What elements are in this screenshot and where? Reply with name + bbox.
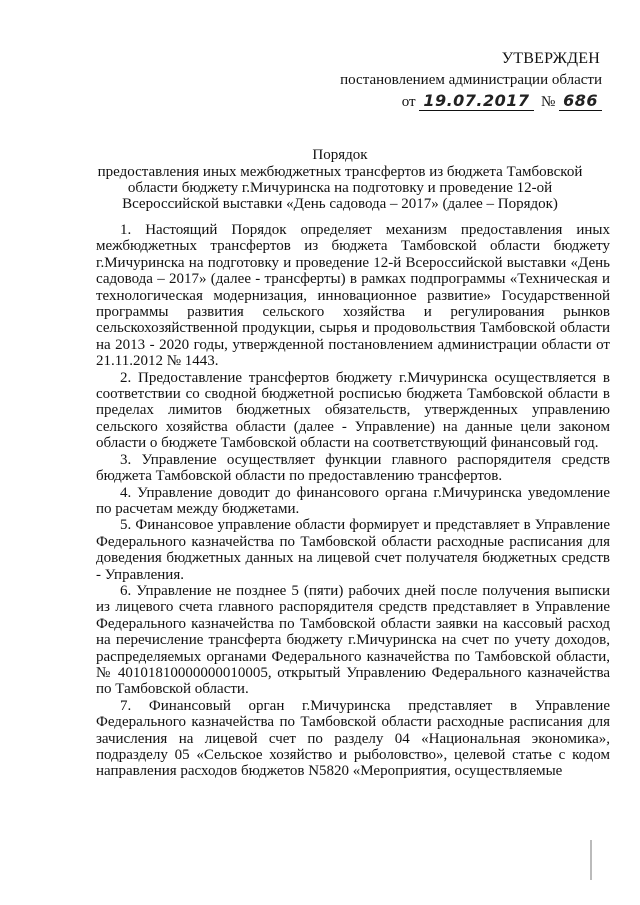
approval-title: УТВЕРЖДЕН <box>501 50 600 67</box>
paragraph-5: 5. Финансовое управление области формирует и представляет в Управление Федерального казначейства по Тамбовской области расходные расписания для доведения бюджетных данных на лицевой счет получателя бюджетных средств - Управления. <box>96 517 610 583</box>
paragraph-7: 7. Финансовый орган г.Мичуринска представляет в Управление Федерального казначейства по Тамбовской области расходные расписания для зачисления на лицевой счет по разделу 04 «Национальная экономика», подразделу 05 «Сельское хозяйство и рыболовство», целевой статье с кодом направления расходов бюджетов N5820 «Мероприятия, осуществляемые <box>96 697 610 780</box>
approval-number-handwritten: 686 <box>559 92 602 111</box>
paragraph-6: 6. Управление не позднее 5 (пяти) рабочих дней после получения выписки из лицевого счета главного распорядителя средств представляет в Управление Федерального казначейства по Тамбовской области заявки на кассовый расход на перечисление трансферта бюджету г.Мичуринска на счет по учету доходов, распределяемых органами Федерального казначейства по Тамбовской области, № 40101810000000010005, открытый Управлению Федерального казначейства по Тамбовской области. <box>96 582 610 698</box>
paragraph-3: 3. Управление осуществляет функции главного распорядителя средств бюджета Тамбовской области по предоставлению трансфертов. <box>96 451 610 485</box>
paragraph-4: 4. Управление доводит до финансового органа г.Мичуринска уведомление по расчетам между бюджетами. <box>96 484 610 517</box>
approval-date-line <box>322 92 602 111</box>
approval-stamp <box>322 50 602 111</box>
paragraph-1: 1. Настоящий Порядок определяет механизм предоставления иных межбюджетных трансфертов из бюджета Тамбовской области бюджету г.Мичуринска на подготовку и проведение 12-й Всероссийской выставки «День садовода – 2017» (далее - трансферты) в рамках подпрограммы «Техническая и технологическая модернизация, инновационное развитие» Государственной программы развития сельского хозяйства и регулирования рынков сельскохозяйственной продукции, сырья и продовольствия Тамбовской области на 2013 - 2020 годы, утвержденной постановлением администрации области от 21.11.2012 № 1443. <box>96 222 610 370</box>
document-title-block <box>80 147 600 212</box>
scan-artifact <box>590 840 592 880</box>
approval-date-handwritten: 19.07.2017 <box>419 92 533 111</box>
approval-resolution-line: постановлением администрации области <box>340 72 602 88</box>
paragraph-2: 2. Предоставление трансфертов бюджету г.Мичуринска осуществляется в соответствии со сводной бюджетной росписью бюджета Тамбовской области в пределах лимитов бюджетных обязательств, утвержденных управлению сельского хозяйства области (далее - Управление) на данные цели законом области о бюджете Тамбовской области на соответствующий финансовый год. <box>96 369 610 452</box>
document-subtitle: предоставления иных межбюджетных трансфертов из бюджета Тамбовской области бюджету г.Мичуринска на подготовку и проведение 12-ой Всероссийской выставки «День садовода – 2017» (далее – Порядок) <box>97 164 583 212</box>
approval-from-label: от <box>401 94 416 110</box>
document-title: Порядок <box>312 147 368 163</box>
document-body <box>96 222 610 780</box>
approval-number-label: № <box>541 94 556 110</box>
